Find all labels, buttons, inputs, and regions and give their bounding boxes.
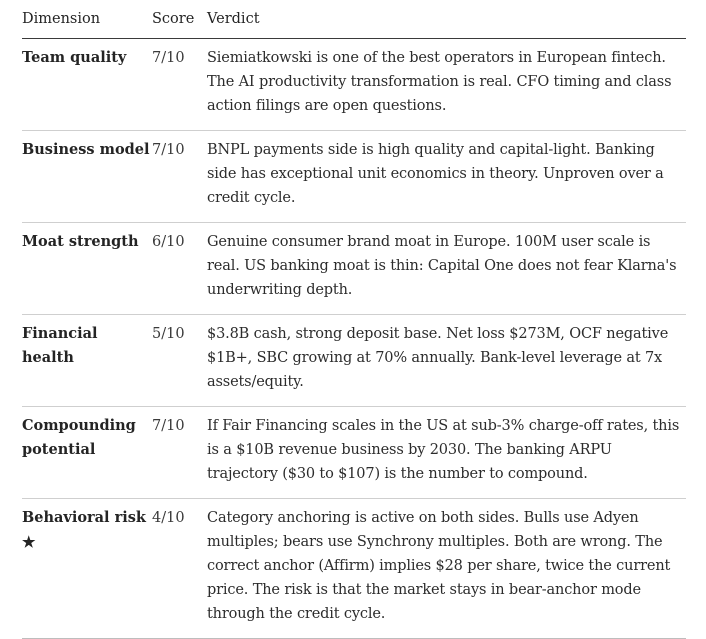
score-cell: 7/10 [152,131,207,223]
table-row [22,499,686,639]
table-row [22,315,686,407]
dimension-cell: Financial health [22,315,152,407]
dimension-cell [22,499,152,639]
table-row [22,223,686,315]
table-row [22,39,686,131]
table-header [22,0,686,39]
verdict-cell: Siemiatkowski is one of the best operators in European fintech. The AI productivity transformation is real. CFO timing and class action filings are open questions. [207,39,686,131]
verdict-cell: BNPL payments side is high quality and capital-light. Banking side has exceptional unit economics in theory. Unproven over a credit cycle. [207,131,686,223]
score-cell: 6/10 [152,223,207,315]
dimension-label: Behavioral risk [22,509,146,526]
header-row [22,0,686,39]
star-icon: ★ [22,533,36,551]
table-body [22,39,686,639]
assessment-table [22,0,686,639]
verdict-cell: $3.8B cash, strong deposit base. Net loss $273M, OCF negative $1B+, SBC growing at 70% annually. Bank-level leverage at 7x assets/equity. [207,315,686,407]
verdict-cell: Genuine consumer brand moat in Europe. 100M user scale is real. US banking moat is thin: Capital One does not fear Klarna's underwriting depth. [207,223,686,315]
table-row [22,131,686,223]
header-score: Score [152,0,207,39]
table-row [22,407,686,499]
dimension-cell: Team quality [22,39,152,131]
dimension-cell: Compounding potential [22,407,152,499]
dimension-cell: Business model [22,131,152,223]
dimension-cell: Moat strength [22,223,152,315]
score-cell: 5/10 [152,315,207,407]
header-verdict: Verdict [207,0,686,39]
verdict-cell: If Fair Financing scales in the US at sub-3% charge-off rates, this is a $10B revenue business by 2030. The banking ARPU trajectory ($30 to $107) is the number to compound. [207,407,686,499]
score-cell: 4/10 [152,499,207,639]
score-cell: 7/10 [152,39,207,131]
score-cell: 7/10 [152,407,207,499]
verdict-cell: Category anchoring is active on both sides. Bulls use Adyen multiples; bears use Synchrony multiples. Both are wrong. The correct anchor (Affirm) implies $28 per share, twice the current price. The risk is that the market stays in bear-anchor mode through the credit cycle. [207,499,686,639]
header-dimension: Dimension [22,0,152,39]
